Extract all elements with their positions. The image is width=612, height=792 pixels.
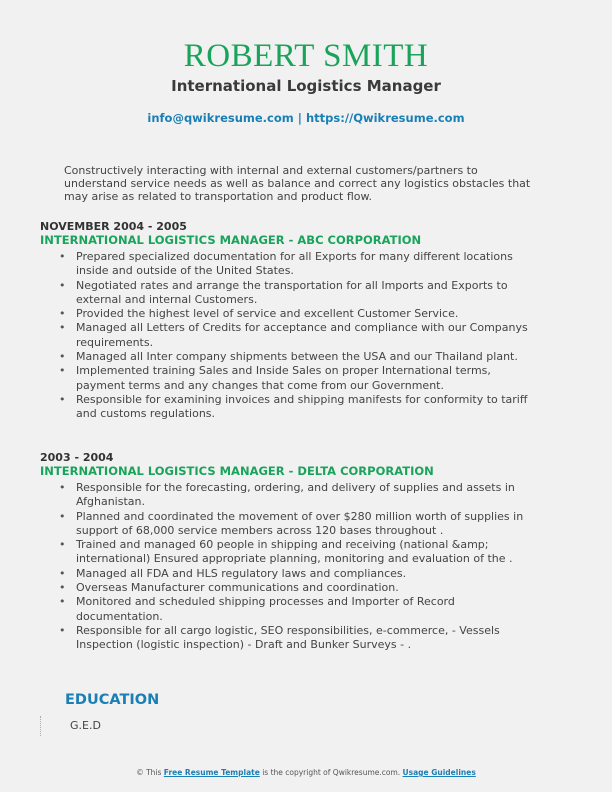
job-bullet: • Managed all Letters of Credits for acceptance and compliance with our Companys requirements.: [40, 321, 530, 350]
education-heading: EDUCATION: [65, 692, 160, 708]
education-divider: [40, 716, 42, 736]
job-bullet: • Monitored and scheduled shipping processes and Importer of Record documentation.: [40, 595, 530, 624]
job-date: 2003 - 2004: [40, 451, 114, 464]
footer: [0, 768, 612, 777]
job-bullet: • Managed all FDA and HLS regulatory laws and compliances.: [40, 567, 530, 581]
usage-guidelines-link[interactable]: Usage Guidelines: [402, 768, 476, 777]
education-item: G.E.D: [70, 719, 101, 732]
job-bullet: • Prepared specialized documentation for all Exports for many different locations inside and outside of the United States.: [40, 250, 530, 279]
footer-prefix: © This: [136, 768, 162, 777]
candidate-name: ROBERT SMITH: [183, 38, 429, 74]
job-bullet: • Implemented training Sales and Inside Sales on proper International terms, payment terms and any changes that come from our Government.: [40, 364, 530, 393]
job-bullet: • Negotiated rates and arrange the transportation for all Imports and Exports to external and internal Customers.: [40, 279, 530, 308]
summary-paragraph: Constructively interacting with internal and external customers/partners to understand service needs as well as balance and correct any logistics obstacles that may arise as related to transportation and product flow.: [64, 164, 531, 203]
free-resume-template-link[interactable]: Free Resume Template: [163, 768, 260, 777]
job-bullet: • Planned and coordinated the movement of over $280 million worth of supplies in support of 68,000 service members across 120 bases throughout .: [40, 510, 530, 539]
footer-middle: is the copyright of Qwikresume.com.: [262, 768, 401, 777]
job-bullet: • Managed all Inter company shipments between the USA and our Thailand plant.: [40, 350, 530, 364]
job-bullet: • Provided the highest level of service and excellent Customer Service.: [40, 307, 530, 321]
job-bullet: • Responsible for all cargo logistic, SEO responsibilities, e-commerce, - Vessels Inspection (logistic inspection) - Draft and Bunker Surveys - .: [40, 624, 530, 653]
job-bullet-list: [40, 250, 530, 422]
job-bullet-list: [40, 481, 530, 653]
job-role: INTERNATIONAL LOGISTICS MANAGER - DELTA CORPORATION: [40, 464, 434, 478]
candidate-title: International Logistics Manager: [171, 77, 441, 95]
job-bullet: • Overseas Manufacturer communications and coordination.: [40, 581, 530, 595]
job-bullet: • Responsible for examining invoices and shipping manifests for conformity to tariff and customs regulations.: [40, 393, 530, 422]
job-bullet: • Trained and managed 60 people in shipping and receiving (national &amp; international) Ensured appropriate planning, monitoring and evaluation of the .: [40, 538, 530, 567]
contact-line[interactable]: info@qwikresume.com | https://Qwikresume.com: [147, 111, 465, 125]
job-date: NOVEMBER 2004 - 2005: [40, 220, 187, 233]
job-role: INTERNATIONAL LOGISTICS MANAGER - ABC CORPORATION: [40, 233, 422, 247]
job-bullet: • Responsible for the forecasting, ordering, and delivery of supplies and assets in Afghanistan.: [40, 481, 530, 510]
